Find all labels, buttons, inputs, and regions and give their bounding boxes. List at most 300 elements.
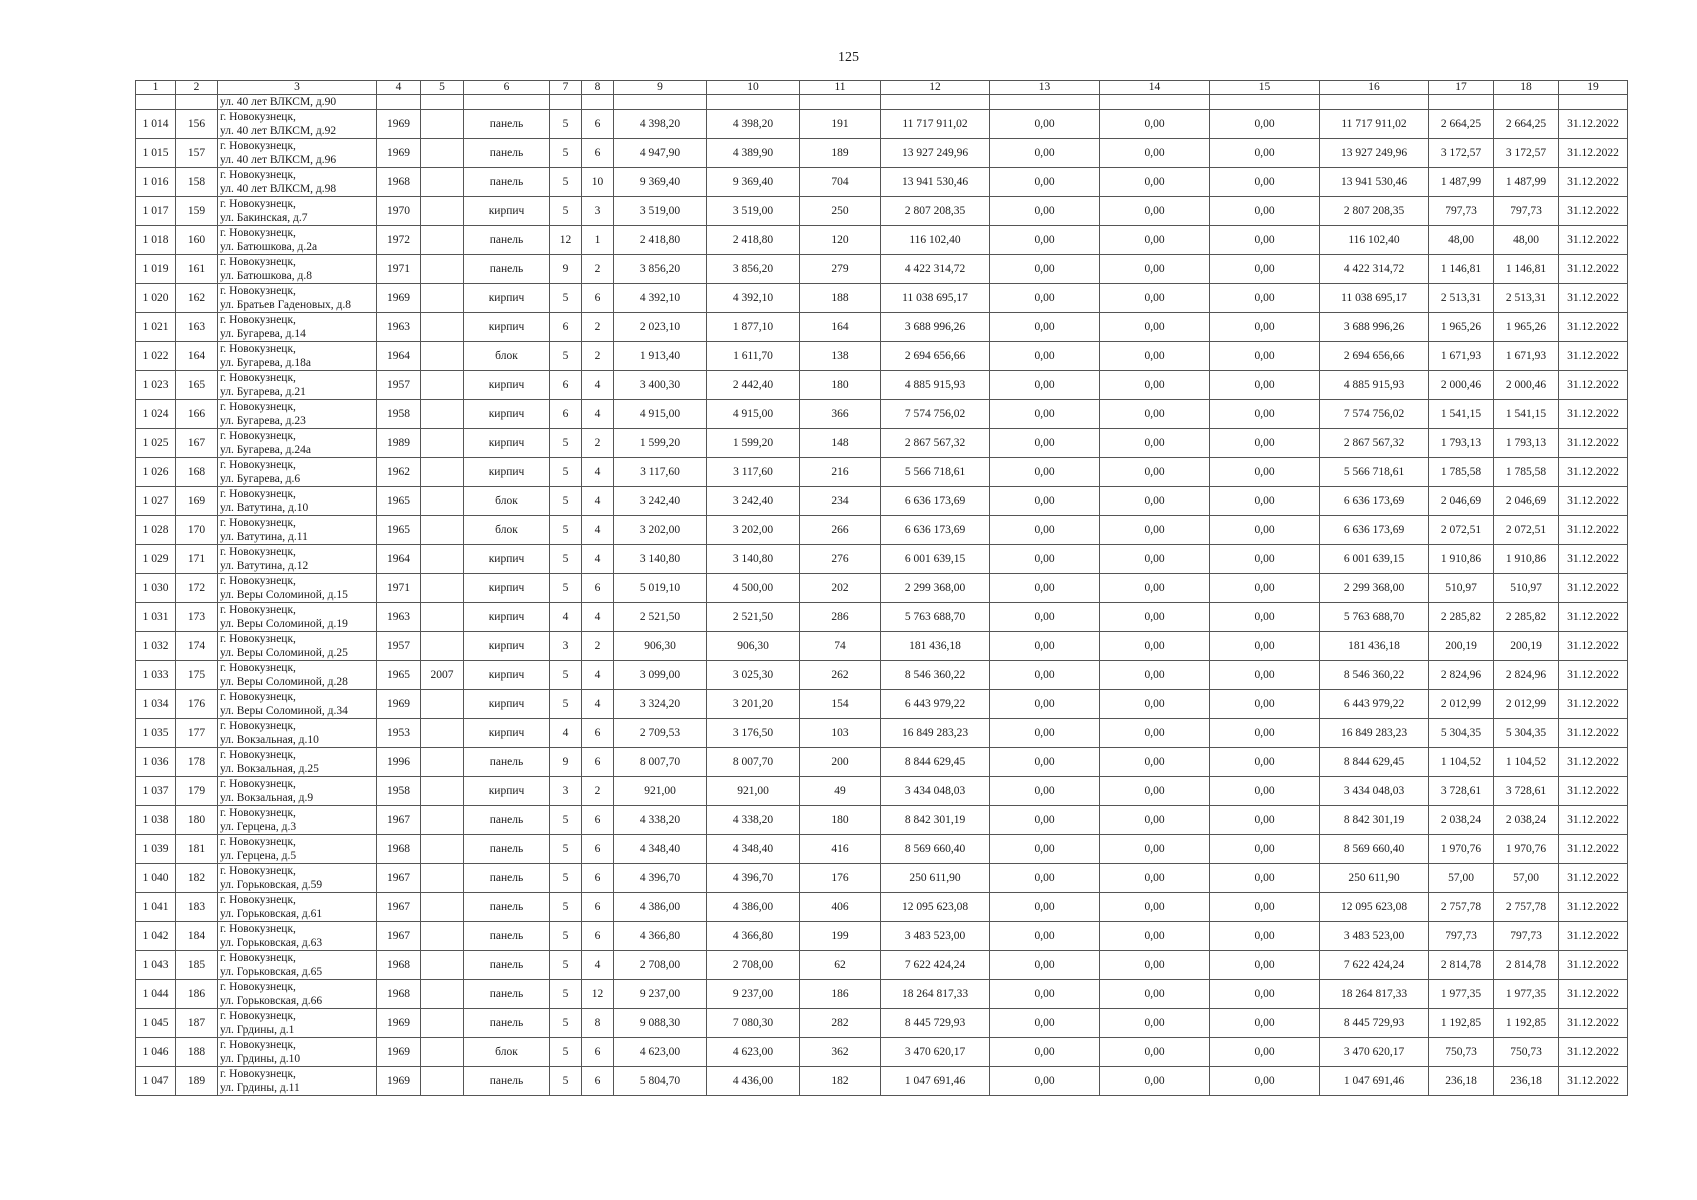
cell: 18 264 817,33 [1320,980,1429,1009]
cell: 1 023 [136,371,176,400]
cell: 0,00 [1210,284,1320,313]
column-header-16: 16 [1320,81,1429,95]
cell: 0,00 [1210,806,1320,835]
cell: 31.12.2022 [1559,139,1628,168]
cell [1559,95,1628,110]
cell: 3 117,60 [707,458,800,487]
cell: 0,00 [1100,110,1210,139]
table-row [136,400,1628,429]
cell [421,371,464,400]
cell: 4 338,20 [707,806,800,835]
cell: 0,00 [990,574,1100,603]
cell: 4 392,10 [707,284,800,313]
cell: 1965 [377,487,421,516]
cell: 4 [582,487,614,516]
address-city: г. Новокузнецк, [220,111,296,123]
cell: 5 [550,864,582,893]
cell: 4 947,90 [614,139,707,168]
cell: 0,00 [1100,284,1210,313]
cell: 0,00 [990,632,1100,661]
column-header-13: 13 [990,81,1100,95]
cell: блок [464,342,550,371]
cell: 12 [582,980,614,1009]
cell: 11 038 695,17 [881,284,990,313]
cell: 8 445 729,93 [881,1009,990,1038]
cell: 0,00 [1210,429,1320,458]
cell: 4 348,40 [707,835,800,864]
cell: 1 487,99 [1494,168,1559,197]
cell: кирпич [464,661,550,690]
cell: 13 927 249,96 [881,139,990,168]
cell: 4 915,00 [707,400,800,429]
cell: 1 034 [136,690,176,719]
cell: 2 046,69 [1494,487,1559,516]
cell: 9 237,00 [614,980,707,1009]
cell: 57,00 [1429,864,1494,893]
address-cell [218,255,377,284]
cell: 1 031 [136,603,176,632]
cell: 4 398,20 [707,110,800,139]
cell: 1969 [377,1038,421,1067]
cell: 250 [800,197,881,226]
cell: 2 285,82 [1429,603,1494,632]
address-cell [218,487,377,516]
cell: 5 [550,690,582,719]
cell: 0,00 [1210,1067,1320,1096]
cell: 1 965,26 [1429,313,1494,342]
cell: 4 389,90 [707,139,800,168]
cell: 0,00 [990,400,1100,429]
cell: 1 022 [136,342,176,371]
cell: 0,00 [1210,835,1320,864]
cell: 1 042 [136,922,176,951]
address-street: ул. Вокзальная, д.25 [220,763,319,775]
column-header-10: 10 [707,81,800,95]
cell: 0,00 [990,690,1100,719]
address-cell [218,719,377,748]
cell: 0,00 [990,197,1100,226]
cell: 186 [176,980,218,1009]
table-row [136,951,1628,980]
cell: 181 436,18 [881,632,990,661]
cell: 1 671,93 [1429,342,1494,371]
cell: кирпич [464,632,550,661]
cell: 5 [550,574,582,603]
cell: 5 [550,806,582,835]
cell: 1965 [377,516,421,545]
cell: 6 443 979,22 [1320,690,1429,719]
cell: 183 [176,893,218,922]
cell: 5 [550,110,582,139]
cell: 0,00 [1210,458,1320,487]
cell: 1 910,86 [1494,545,1559,574]
cell: 2 442,40 [707,371,800,400]
cell: 1957 [377,371,421,400]
cell: 2 000,46 [1494,371,1559,400]
address-cell [218,458,377,487]
cell: 160 [176,226,218,255]
cell [421,226,464,255]
cell: 0,00 [1210,603,1320,632]
address-cell [218,777,377,806]
table-row [136,806,1628,835]
table-row [136,864,1628,893]
cell: 1 019 [136,255,176,284]
table-row [136,748,1628,777]
table-row [136,516,1628,545]
cell: 6 [550,371,582,400]
cell: 5 [550,980,582,1009]
cell: 8 844 629,45 [1320,748,1429,777]
table-row [136,719,1628,748]
cell: 1 913,40 [614,342,707,371]
cell: 6 [582,284,614,313]
cell: 2 757,78 [1429,893,1494,922]
cell: 0,00 [990,893,1100,922]
cell: панель [464,110,550,139]
cell: 5 566 718,61 [881,458,990,487]
cell: 12 095 623,08 [1320,893,1429,922]
cell: 1964 [377,342,421,371]
cell: 181 436,18 [1320,632,1429,661]
cell: 0,00 [1210,777,1320,806]
cell: 279 [800,255,881,284]
cell: 797,73 [1429,197,1494,226]
table-row [136,980,1628,1009]
cell: 0,00 [1210,922,1320,951]
cell: кирпич [464,313,550,342]
cell: 3 434 048,03 [881,777,990,806]
cell: 0,00 [1100,516,1210,545]
cell: 12 [550,226,582,255]
address-city: г. Новокузнецк, [220,517,296,529]
cell: 1972 [377,226,421,255]
cell: 6 [582,139,614,168]
cell: 5 304,35 [1494,719,1559,748]
cell: 0,00 [1100,748,1210,777]
cell: 11 717 911,02 [881,110,990,139]
table-row [136,458,1628,487]
cell: 2 418,80 [707,226,800,255]
cell: 2 [582,255,614,284]
cell: 31.12.2022 [1559,110,1628,139]
cell: 2 867 567,32 [1320,429,1429,458]
cell: 0,00 [1210,168,1320,197]
cell: 4 366,80 [707,922,800,951]
housing-registry-table [135,80,1628,1096]
cell: 31.12.2022 [1559,1038,1628,1067]
cell: 103 [800,719,881,748]
address-city: г. Новокузнецк, [220,343,296,355]
cell: 5 [550,429,582,458]
cell: 0,00 [1100,574,1210,603]
address-city: г. Новокузнецк, [220,256,296,268]
cell: 2 038,24 [1494,806,1559,835]
address-cell [218,110,377,139]
cell: 1 192,85 [1494,1009,1559,1038]
cell: 5 [550,197,582,226]
cell: панель [464,1009,550,1038]
cell [421,139,464,168]
cell: 1971 [377,574,421,603]
cell: 0,00 [990,806,1100,835]
cell: 5 [550,139,582,168]
cell: 176 [176,690,218,719]
cell: 1968 [377,168,421,197]
cell: 184 [176,922,218,951]
cell: панель [464,255,550,284]
column-header-19: 19 [1559,81,1628,95]
address-street: ул. Братьев Гаденовых, д.8 [220,299,352,311]
cell: 0,00 [990,1009,1100,1038]
address-cell [218,864,377,893]
cell: 31.12.2022 [1559,516,1628,545]
cell: блок [464,487,550,516]
cell: 5 [550,1067,582,1096]
cell [421,95,464,110]
address-city: г. Новокузнецк, [220,691,296,703]
cell: 2 824,96 [1494,661,1559,690]
address-cell [218,632,377,661]
cell: 0,00 [1210,864,1320,893]
cell: 4 398,20 [614,110,707,139]
cell: 4 [582,545,614,574]
cell: 250 611,90 [1320,864,1429,893]
cell: 797,73 [1494,922,1559,951]
cell: 162 [176,284,218,313]
cell: 1 785,58 [1494,458,1559,487]
cell: 1 020 [136,284,176,313]
cell: 1 599,20 [707,429,800,458]
address-city: г. Новокузнецк, [220,169,296,181]
address-street: ул. Грдины, д.10 [220,1053,301,1065]
cell: 3 483 523,00 [881,922,990,951]
cell: кирпич [464,458,550,487]
cell: 1 038 [136,806,176,835]
column-number-header-row [136,81,1628,95]
column-header-12: 12 [881,81,990,95]
cell: 0,00 [1210,371,1320,400]
cell: 4 348,40 [614,835,707,864]
cell: 31.12.2022 [1559,574,1628,603]
cell: 189 [176,1067,218,1096]
cell: 175 [176,661,218,690]
cell: 116 102,40 [881,226,990,255]
cell: 191 [800,110,881,139]
cell: 4 392,10 [614,284,707,313]
cell: 164 [800,313,881,342]
cell: 6 636 173,69 [1320,487,1429,516]
column-header-8: 8 [582,81,614,95]
continued-address-cell: ул. 40 лет ВЛКСМ, д.90 [218,95,377,110]
cell: 200 [800,748,881,777]
address-city: г. Новокузнецк, [220,285,296,297]
cell: 74 [800,632,881,661]
cell: 176 [800,864,881,893]
cell: 921,00 [707,777,800,806]
cell: 0,00 [990,342,1100,371]
cell: 2 664,25 [1429,110,1494,139]
cell: 1 104,52 [1494,748,1559,777]
cell: 2 012,99 [1429,690,1494,719]
cell: 31.12.2022 [1559,893,1628,922]
cell [176,95,218,110]
cell: 2 [582,342,614,371]
cell: 31.12.2022 [1559,980,1628,1009]
column-header-18: 18 [1494,81,1559,95]
cell: 266 [800,516,881,545]
cell: 8 844 629,45 [881,748,990,777]
address-street: ул. 40 лет ВЛКСМ, д.96 [220,154,337,166]
cell: 6 [582,748,614,777]
cell: 187 [176,1009,218,1038]
cell: 6 636 173,69 [881,487,990,516]
cell: 1963 [377,313,421,342]
cell: 31.12.2022 [1559,922,1628,951]
cell: 1 046 [136,1038,176,1067]
cell: 1 047 691,46 [881,1067,990,1096]
cell: 3 025,30 [707,661,800,690]
cell: 6 [582,835,614,864]
cell: 148 [800,429,881,458]
cell: 1957 [377,632,421,661]
cell: 1 044 [136,980,176,1009]
cell: 0,00 [990,951,1100,980]
cell: 3 140,80 [614,545,707,574]
cell: 0,00 [1100,197,1210,226]
cell: 0,00 [990,1038,1100,1067]
address-street: ул. Горьковская, д.65 [220,966,323,978]
address-cell [218,226,377,255]
cell: 185 [176,951,218,980]
cell: 164 [176,342,218,371]
cell: 9 237,00 [707,980,800,1009]
cell: 11 717 911,02 [1320,110,1429,139]
cell: 0,00 [990,313,1100,342]
cell: 0,00 [1210,255,1320,284]
cell [421,922,464,951]
table-row [136,429,1628,458]
cell: 0,00 [1210,313,1320,342]
cell: 57,00 [1494,864,1559,893]
address-cell [218,1038,377,1067]
address-city: г. Новокузнецк, [220,923,296,935]
cell: 1 028 [136,516,176,545]
cell: 1 192,85 [1429,1009,1494,1038]
cell: 6 001 639,15 [881,545,990,574]
cell: 1 146,81 [1494,255,1559,284]
cell: 0,00 [1100,226,1210,255]
column-header-6: 6 [464,81,550,95]
cell: 3 176,50 [707,719,800,748]
cell: панель [464,748,550,777]
cell: 1968 [377,980,421,1009]
cell: 0,00 [1100,632,1210,661]
column-header-2: 2 [176,81,218,95]
cell [421,458,464,487]
cell: 3 099,00 [614,661,707,690]
address-street: ул. Грдины, д.11 [220,1082,300,1094]
cell: 0,00 [990,255,1100,284]
cell: 9 [550,255,582,284]
address-cell [218,835,377,864]
address-city: г. Новокузнецк, [220,372,296,384]
cell: 7 574 756,02 [881,400,990,429]
cell: 2 708,00 [707,951,800,980]
cell: 0,00 [1100,1038,1210,1067]
cell: 5 [550,922,582,951]
cell: панель [464,864,550,893]
cell: 3 519,00 [707,197,800,226]
cell: 5 804,70 [614,1067,707,1096]
cell: 3 117,60 [614,458,707,487]
cell: 1 541,15 [1429,400,1494,429]
cell: 0,00 [1100,603,1210,632]
cell: панель [464,893,550,922]
cell: 1 039 [136,835,176,864]
cell: 406 [800,893,881,922]
cell: 5 566 718,61 [1320,458,1429,487]
cell: 116 102,40 [1320,226,1429,255]
cell: кирпич [464,777,550,806]
cell: 168 [176,458,218,487]
cell: 2 285,82 [1494,603,1559,632]
cell: 3 202,00 [707,516,800,545]
cell: 1 599,20 [614,429,707,458]
address-city: г. Новокузнецк, [220,488,296,500]
cell: 0,00 [1210,1038,1320,1067]
cell: 1967 [377,864,421,893]
address-city: г. Новокузнецк, [220,604,296,616]
cell: 0,00 [1100,400,1210,429]
cell: 1996 [377,748,421,777]
cell: 3 434 048,03 [1320,777,1429,806]
cell: 2 807 208,35 [1320,197,1429,226]
cell: 4 396,70 [707,864,800,893]
cell: 31.12.2022 [1559,226,1628,255]
cell: 182 [800,1067,881,1096]
cell: 4 [582,400,614,429]
cell: 1969 [377,1009,421,1038]
cell: 3 [550,632,582,661]
cell: 1 025 [136,429,176,458]
cell: 154 [800,690,881,719]
cell: 2 000,46 [1429,371,1494,400]
cell: 166 [176,400,218,429]
cell: 120 [800,226,881,255]
address-cell [218,284,377,313]
cell: панель [464,922,550,951]
cell: 1 970,76 [1429,835,1494,864]
cell: 0,00 [1100,1009,1210,1038]
cell: 797,73 [1429,922,1494,951]
cell: 1 017 [136,197,176,226]
cell: 31.12.2022 [1559,777,1628,806]
cell: 4 436,00 [707,1067,800,1096]
cell: 167 [176,429,218,458]
cell: 797,73 [1494,197,1559,226]
cell: 138 [800,342,881,371]
cell: 188 [176,1038,218,1067]
cell: 5 [550,661,582,690]
cell: 172 [176,574,218,603]
address-street: ул. Веры Соломиной, д.15 [220,589,348,601]
cell: 31.12.2022 [1559,719,1628,748]
cell: 12 095 623,08 [881,893,990,922]
cell: 0,00 [990,835,1100,864]
cell: 4 422 314,72 [881,255,990,284]
cell: 4 338,20 [614,806,707,835]
